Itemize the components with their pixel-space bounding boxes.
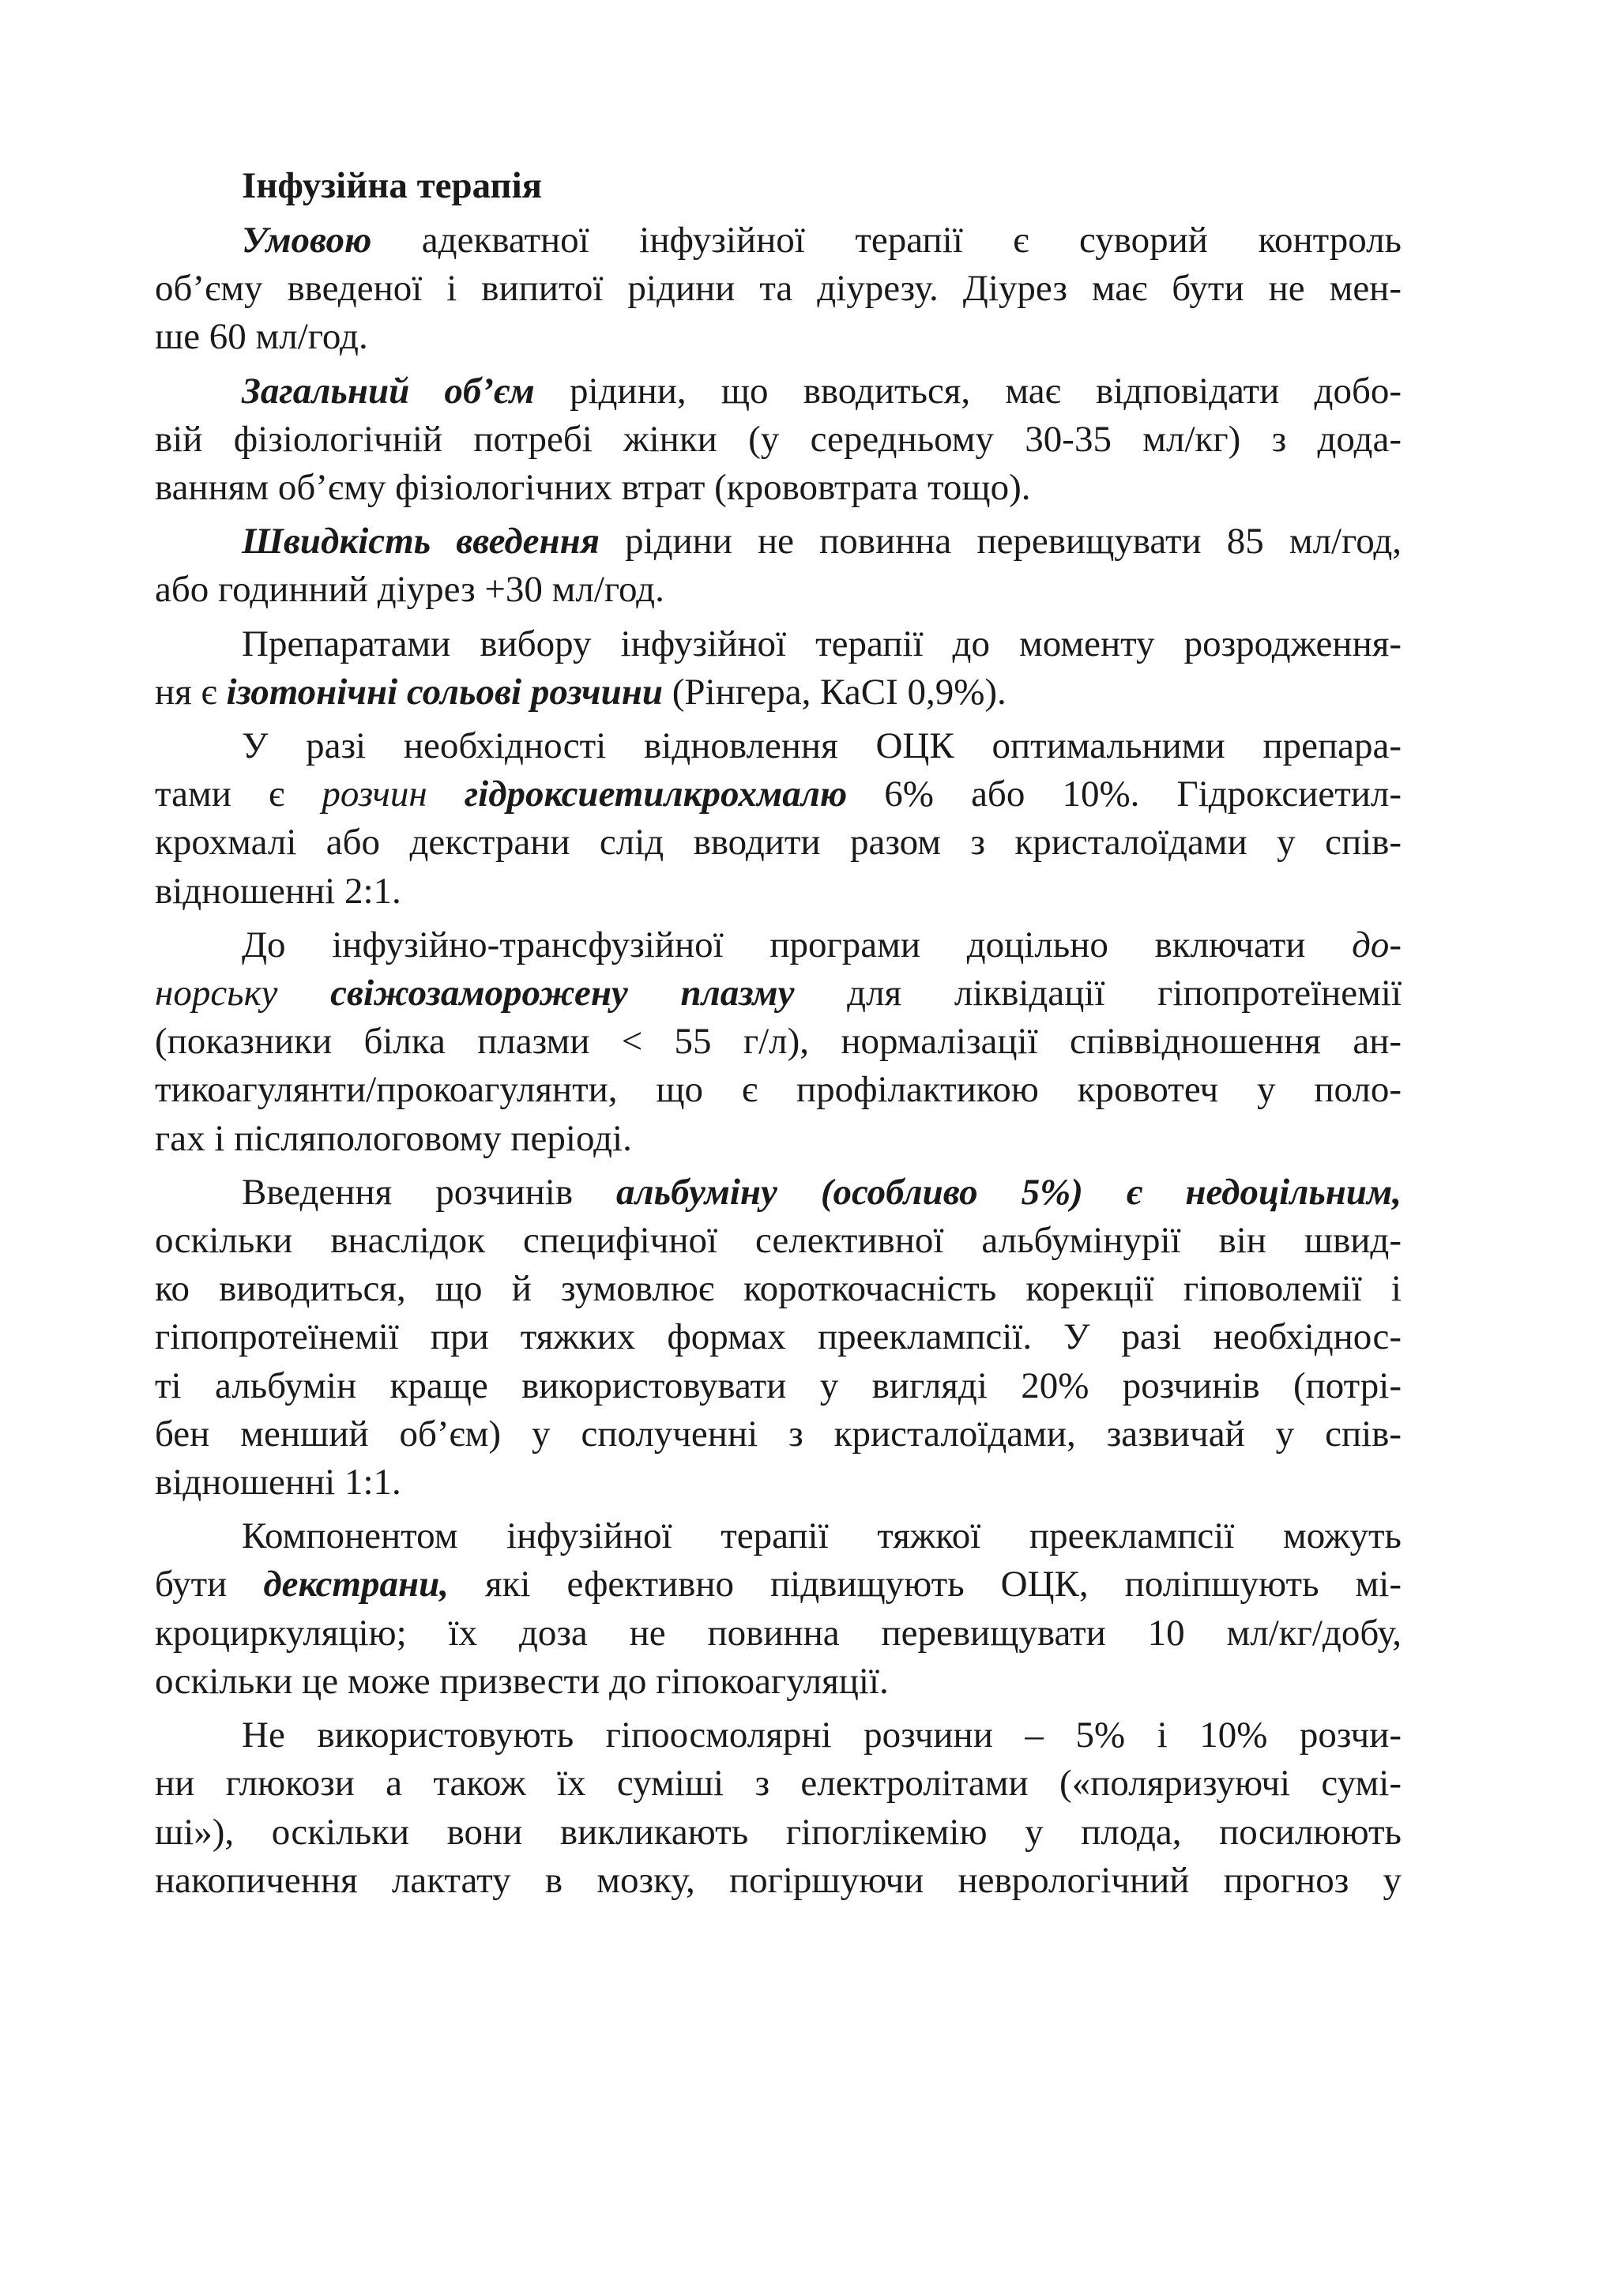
text-line	[155, 921, 1402, 969]
text-line	[155, 1217, 1402, 1265]
text-run: оскільки внаслідок специфічної селективної альбумінурії він швид-	[155, 1220, 1402, 1262]
text-run: або годинний діурез +30 мл/год.	[155, 569, 664, 611]
text-run: ті альбумін краще використовувати у вигляді 20% розчинів (потрі-	[155, 1364, 1402, 1406]
text-run: адекватної інфузійної терапії є суворий контроль	[371, 220, 1402, 261]
text-line	[155, 1410, 1402, 1459]
paragraph	[155, 620, 1402, 717]
text-run: ни глюкози а також їх суміші з електролітами («поляризуючі сумі-	[155, 1763, 1402, 1805]
text-run: крохмалі або декстрани слід вводити разом з кристалоїдами у спів-	[155, 822, 1402, 864]
paragraph	[155, 1512, 1402, 1706]
paragraph	[155, 367, 1402, 513]
body-text	[155, 216, 1402, 1905]
italic-text: норську	[155, 973, 278, 1014]
text-run: 6% або 10%. Гідроксиетил-	[847, 773, 1402, 815]
text-line	[155, 722, 1402, 770]
text-run: Не використовують гіпоосмолярні розчини – 5% і 10% розчи-	[242, 1714, 1402, 1756]
text-line	[155, 1809, 1402, 1857]
text-run: гах і післяпологовому періоді.	[155, 1117, 632, 1159]
emphasis-text: свіжозаморожену плазму	[330, 973, 795, 1014]
text-run	[277, 973, 330, 1014]
text-line	[155, 819, 1402, 867]
text-line	[155, 1115, 1402, 1163]
text-run: ше 60 мл/год.	[155, 316, 368, 358]
text-line	[155, 1711, 1402, 1760]
paragraph	[155, 921, 1402, 1163]
text-run: які ефективно підвищують ОЦК, поліпшують мі-	[448, 1564, 1402, 1605]
text-run: відношенні 1:1.	[155, 1462, 401, 1504]
text-line	[155, 1512, 1402, 1560]
text-run: ко виводиться, що й зумовлює короткочасність корекції гіповолемії і	[155, 1268, 1402, 1310]
text-line	[155, 1857, 1402, 1905]
emphasis-text: Загальний об’єм	[242, 370, 535, 412]
text-line	[155, 566, 1402, 614]
text-run: (показники білка плазми < 55 г/л), нормалізації співвідношення ан-	[155, 1021, 1402, 1063]
text-run: відношенні 2:1.	[155, 870, 401, 912]
text-line	[155, 620, 1402, 668]
text-line	[155, 518, 1402, 566]
text-run: тикоагулянти/прокоагулянти, що є профілактикою кровотеч у поло-	[155, 1069, 1402, 1111]
text-line	[155, 1560, 1402, 1609]
text-line	[155, 1169, 1402, 1217]
text-run: рідини не повинна перевищувати 85 мл/год,	[599, 521, 1402, 563]
text-run: тами є	[155, 773, 322, 815]
text-run: бен менший об’єм) у сполученні з кристалоїдами, зазвичай у спів-	[155, 1413, 1402, 1455]
paragraph	[155, 518, 1402, 614]
text-line	[155, 1018, 1402, 1066]
text-run: Введення розчинів	[242, 1171, 617, 1213]
text-line	[155, 1658, 1402, 1706]
text-run: До інфузійно-трансфузійної програми доцільно включати	[242, 924, 1353, 965]
emphasis-text: Умовою	[242, 220, 372, 261]
text-run: ші»), оскільки вони викликають гіпоглікемію у плода, посилюють	[155, 1811, 1402, 1853]
text-line	[155, 868, 1402, 916]
paragraph	[155, 216, 1402, 362]
text-run: Компонентом інфузійної терапії тяжкої прееклампсії можуть	[242, 1515, 1402, 1557]
text-line	[155, 265, 1402, 313]
text-run: для ліквідації гіпопротеїнемії	[794, 973, 1402, 1014]
text-line	[155, 416, 1402, 464]
text-run: об’єму введеної і випитої рідини та діурезу. Діурез має бути не мен-	[155, 268, 1402, 310]
text-run: вій фізіологічній потребі жінки (у середньому 30-35 мл/кг) з дода-	[155, 418, 1402, 460]
text-line	[155, 1609, 1402, 1658]
text-line	[155, 969, 1402, 1018]
text-line	[155, 367, 1402, 416]
italic-text: до-	[1352, 924, 1402, 965]
emphasis-text: Швидкість введення	[242, 521, 600, 563]
text-line	[155, 770, 1402, 819]
emphasis-text: гідроксиетилкрохмалю	[464, 773, 848, 815]
emphasis-text: декстрани,	[263, 1564, 449, 1605]
emphasis-text: альбуміну (особливо 5%) є недоцільним,	[616, 1171, 1402, 1213]
text-run: ня є	[155, 671, 227, 713]
paragraph	[155, 1711, 1402, 1905]
text-run: кроциркуляцію; їх доза не повинна перевищувати 10 мл/кг/добу,	[155, 1612, 1402, 1654]
text-run: гіпопротеїнемії при тяжких формах прееклампсії. У разі необхіднос-	[155, 1316, 1402, 1358]
text-run: (Рінгера, КаСІ 0,9%).	[662, 671, 1007, 713]
text-run: накопичення лактату в мозку, погіршуючи неврологічний прогноз у	[155, 1859, 1402, 1901]
text-run: Препаратами вибору інфузійної терапії до моменту розродження-	[242, 623, 1402, 664]
section-heading: Інфузійна терапія	[242, 165, 543, 206]
italic-text: розчин	[322, 773, 427, 815]
emphasis-text: ізотонічні сольові розчини	[226, 671, 663, 713]
text-line	[155, 1760, 1402, 1808]
text-line	[155, 216, 1402, 265]
paragraph	[155, 722, 1402, 916]
text-line	[155, 1265, 1402, 1313]
text-line	[155, 313, 1402, 361]
page-content	[155, 162, 1402, 1905]
text-line	[155, 1066, 1402, 1114]
text-line	[155, 668, 1402, 717]
text-run: рідини, що вводиться, має відповідати добо-	[534, 370, 1402, 412]
text-line	[155, 1362, 1402, 1410]
paragraph	[155, 1169, 1402, 1507]
text-run: ванням об’єму фізіологічних втрат (крововтрата тощо).	[155, 467, 1031, 509]
text-run	[427, 773, 465, 815]
text-line	[155, 1313, 1402, 1361]
text-line	[155, 1459, 1402, 1507]
text-run: У разі необхідності відновлення ОЦК оптимальними препара-	[242, 725, 1402, 767]
text-line	[155, 464, 1402, 512]
text-run: оскільки це може призвести до гіпокоагуляції.	[155, 1660, 889, 1702]
text-run: бути	[155, 1564, 264, 1605]
